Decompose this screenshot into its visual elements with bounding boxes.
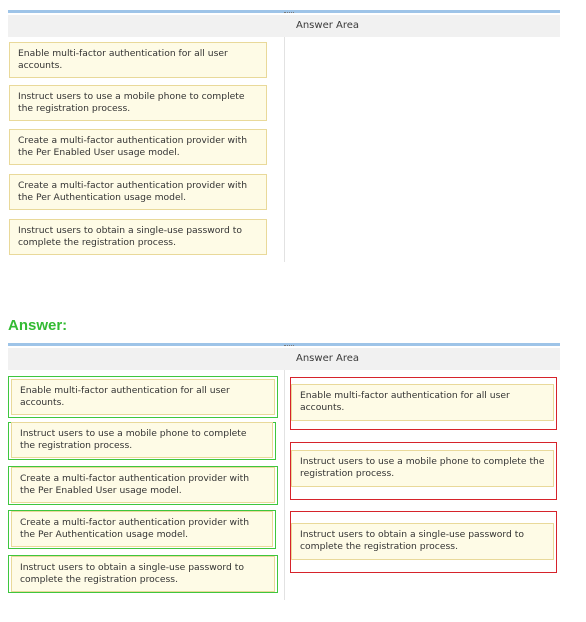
- action-text: Enable multi-factor authentication for all user accounts.: [18, 48, 228, 71]
- action-item[interactable]: [11, 467, 275, 503]
- action-item[interactable]: [11, 379, 275, 415]
- action-item[interactable]: [9, 42, 267, 78]
- actions-header: [8, 15, 284, 37]
- action-item[interactable]: [9, 174, 267, 210]
- answer-area-title: Answer Area: [296, 353, 360, 364]
- action-text: Instruct users to obtain a single-use password to complete the registration process.: [20, 562, 244, 585]
- action-item[interactable]: [11, 511, 273, 547]
- answer-area-title: Answer Area: [296, 20, 360, 31]
- question-panel: [8, 10, 560, 262]
- answer-panel: [8, 343, 560, 601]
- action-text: Create a multi-factor authentication provider with the Per Authentication usage model.: [20, 517, 250, 540]
- action-text: Instruct users to use a mobile phone to complete the registration process.: [18, 91, 245, 114]
- answer-text: Instruct users to use a mobile phone to complete the registration process.: [300, 456, 545, 479]
- action-item[interactable]: [9, 129, 267, 165]
- action-item[interactable]: [9, 85, 267, 121]
- column-divider: [284, 37, 285, 262]
- answer-heading: Answer:: [8, 317, 68, 334]
- answer-slot[interactable]: [291, 523, 554, 560]
- action-text: Create a multi-factor authentication provider with the Per Enabled User usage model.: [20, 473, 250, 496]
- action-text: Instruct users to obtain a single-use password to complete the registration process.: [18, 225, 242, 248]
- action-text: Enable multi-factor authentication for all user accounts.: [20, 385, 230, 408]
- answer-area-header: [284, 15, 560, 37]
- answer-text: Enable multi-factor authentication for all user accounts.: [300, 390, 510, 413]
- action-item[interactable]: [11, 422, 273, 458]
- answer-slot[interactable]: [291, 384, 554, 421]
- actions-header: [8, 348, 284, 370]
- action-text: Instruct users to use a mobile phone to complete the registration process.: [20, 428, 247, 451]
- action-item[interactable]: [9, 219, 267, 255]
- action-item[interactable]: [11, 556, 275, 592]
- action-text: Create a multi-factor authentication provider with the Per Enabled User usage model.: [18, 135, 248, 158]
- column-divider: [284, 370, 285, 600]
- action-text: Create a multi-factor authentication provider with the Per Authentication usage model.: [18, 180, 248, 203]
- answer-area-header: [284, 348, 560, 370]
- answer-slot[interactable]: [291, 450, 554, 487]
- answer-text: Instruct users to obtain a single-use password to complete the registration process.: [300, 529, 524, 552]
